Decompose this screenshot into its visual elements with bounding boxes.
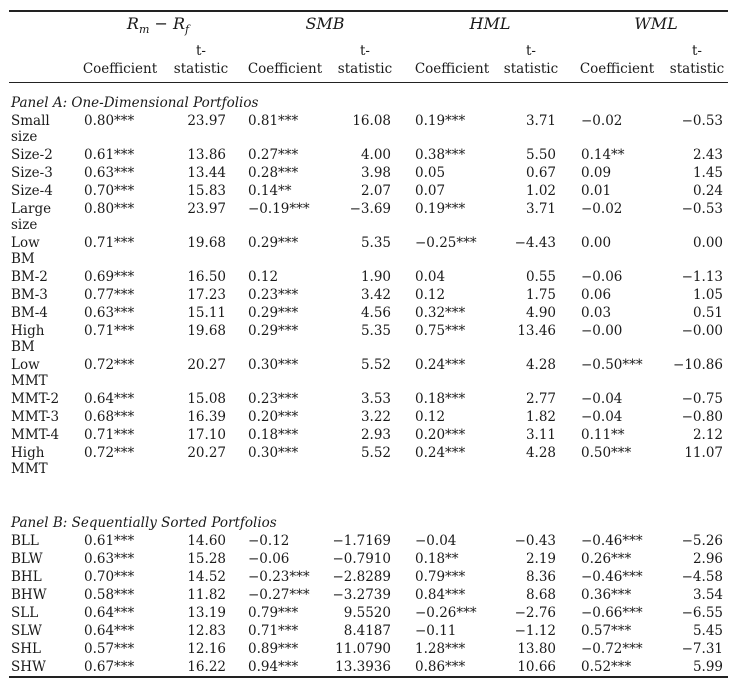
t-statistic-cell: 2.96 [692, 551, 723, 567]
t-statistic-cell: 2.77 [525, 391, 556, 407]
t-statistic-cell: 1.75 [525, 287, 556, 303]
t-statistic-cell: 5.50 [525, 147, 556, 163]
coefficient-cell: 0.81*** [248, 113, 299, 129]
row-label: Size-2 [11, 147, 53, 163]
table-row [0, 569, 736, 585]
coefficient-cell: −0.27*** [248, 587, 310, 603]
t-statistic-cell: 15.11 [187, 305, 226, 321]
coefficient-cell: 0.24*** [415, 445, 466, 461]
coefficient-cell: 0.79*** [415, 569, 466, 585]
t-statistic-cell: 3.54 [692, 587, 723, 603]
coefficient-cell: 0.07 [415, 183, 446, 199]
coefficient-cell: 0.64*** [84, 605, 135, 621]
table-row [0, 165, 736, 181]
header-rm-rf [108, 14, 208, 36]
t-statistic-cell: 4.00 [360, 147, 391, 163]
t-statistic-cell: −1.12 [514, 623, 556, 639]
coefficient-cell: 0.71*** [84, 323, 135, 339]
table-row [0, 357, 736, 389]
t-statistic-cell: 0.51 [692, 305, 723, 321]
t-statistic-cell: 10.66 [517, 659, 556, 675]
coefficient-cell: 0.67*** [84, 659, 135, 675]
t-statistic-cell: −0.80 [681, 409, 723, 425]
row-label: BLW [11, 551, 43, 567]
t-header-line2: statistic [669, 61, 725, 77]
coefficient-cell: 0.06 [581, 287, 612, 303]
t-statistic-cell: −7.31 [681, 641, 723, 657]
coefficient-cell: 0.57*** [581, 623, 632, 639]
coefficient-cell: 0.70*** [84, 569, 135, 585]
t-statistic-cell: 0.67 [525, 165, 556, 181]
t-statistic-cell: −0.53 [681, 113, 723, 129]
coefficient-cell: 0.52*** [581, 659, 632, 675]
coefficient-cell: 0.86*** [415, 659, 466, 675]
coefficient-cell: 0.30*** [248, 445, 299, 461]
coefficient-cell: 0.63*** [84, 165, 135, 181]
t-statistic-cell: 4.28 [525, 357, 556, 373]
coefficient-cell: 0.24*** [415, 357, 466, 373]
t-statistic-cell: 5.35 [360, 235, 391, 251]
coefficient-cell: 0.32*** [415, 305, 466, 321]
coefficient-cell: 0.38*** [415, 147, 466, 163]
t-statistic-cell: −3.2739 [332, 587, 391, 603]
coefficient-cell: 0.23*** [248, 391, 299, 407]
t-statistic-cell: 2.93 [360, 427, 391, 443]
t-statistic-cell: −10.86 [673, 357, 723, 373]
row-label: Size-4 [11, 183, 53, 199]
coefficient-cell: −0.26*** [415, 605, 477, 621]
t-statistic-cell: −0.53 [681, 201, 723, 217]
coef-header: Coefficient [247, 61, 323, 77]
table-row [0, 235, 736, 267]
coefficient-cell: 0.72*** [84, 357, 135, 373]
coefficient-cell: −0.00 [581, 323, 623, 339]
coefficient-cell: −0.19*** [248, 201, 310, 217]
coefficient-cell: 0.03 [581, 305, 612, 321]
t-statistic-cell: −5.26 [681, 533, 723, 549]
row-label: BM-2 [11, 269, 48, 285]
coefficient-cell: 0.94*** [248, 659, 299, 675]
t-statistic-cell: 3.98 [360, 165, 391, 181]
coefficient-cell: 0.12 [248, 269, 279, 285]
t-statistic-cell: 13.44 [187, 165, 226, 181]
coefficient-cell: −0.02 [581, 113, 623, 129]
t-statistic-cell: 5.52 [360, 445, 391, 461]
t-statistic-cell: 0.24 [692, 183, 723, 199]
table-row [0, 113, 736, 145]
coefficient-cell: −0.06 [248, 551, 290, 567]
coefficient-cell: 0.28*** [248, 165, 299, 181]
bottom-rule [9, 676, 728, 678]
t-statistic-cell: 1.45 [692, 165, 723, 181]
t-statistic-cell: 2.43 [692, 147, 723, 163]
t-statistic-cell: 3.11 [525, 427, 556, 443]
top-rule [9, 10, 728, 12]
coefficient-cell: 0.64*** [84, 623, 135, 639]
coefficient-cell: 0.77*** [84, 287, 135, 303]
table-row [0, 287, 736, 303]
coefficient-cell: 0.19*** [415, 201, 466, 217]
t-header-line1: t- [360, 43, 370, 59]
t-statistic-cell: −4.58 [681, 569, 723, 585]
coefficient-cell: 0.12 [415, 409, 446, 425]
table-row [0, 427, 736, 443]
table-row [0, 641, 736, 657]
table-row [0, 445, 736, 477]
t-statistic-cell: 1.90 [360, 269, 391, 285]
coefficient-cell: −0.23*** [248, 569, 310, 585]
header-hml: HML [469, 14, 511, 33]
t-statistic-cell: 5.45 [692, 623, 723, 639]
t-statistic-cell: 3.42 [360, 287, 391, 303]
t-statistic-cell: 4.56 [360, 305, 391, 321]
t-statistic-cell: 20.27 [187, 445, 226, 461]
coefficient-cell: 0.18*** [415, 391, 466, 407]
row-label: BHL [11, 569, 42, 585]
coefficient-cell: 0.18*** [248, 427, 299, 443]
row-label: Large [11, 201, 52, 217]
row-label: High [11, 323, 45, 339]
coefficient-cell: 0.63*** [84, 551, 135, 567]
coefficient-cell: −0.04 [581, 391, 623, 407]
row-label: BM-3 [11, 287, 48, 303]
t-statistic-cell: 16.08 [352, 113, 391, 129]
coefficient-cell: −0.02 [581, 201, 623, 217]
t-statistic-cell: 23.97 [187, 113, 226, 129]
t-statistic-cell: 8.36 [525, 569, 556, 585]
t-statistic-cell: 15.28 [187, 551, 226, 567]
table-row [0, 587, 736, 603]
coefficient-cell: 0.58*** [84, 587, 135, 603]
coefficient-cell: 0.63*** [84, 305, 135, 321]
coefficient-cell: 0.29*** [248, 305, 299, 321]
coefficient-cell: −0.25*** [415, 235, 477, 251]
header-smb: SMB [305, 14, 345, 33]
coefficient-cell: −0.50*** [581, 357, 643, 373]
t-statistic-cell: 2.19 [525, 551, 556, 567]
coefficient-cell: −0.72*** [581, 641, 643, 657]
t-statistic-cell: 3.71 [525, 201, 556, 217]
table-row [0, 201, 736, 233]
coefficient-cell: 0.12 [415, 287, 446, 303]
coefficient-cell: 0.71*** [84, 235, 135, 251]
coef-header: Coefficient [579, 61, 655, 77]
coefficient-cell: 0.19*** [415, 113, 466, 129]
t-statistic-cell: 1.02 [525, 183, 556, 199]
table-row [0, 623, 736, 639]
t-statistic-cell: −1.7169 [332, 533, 391, 549]
t-statistic-cell: −3.69 [349, 201, 391, 217]
t-statistic-cell: 9.5520 [343, 605, 391, 621]
row-label: Small [11, 113, 50, 129]
coefficient-cell: 0.14** [248, 183, 292, 199]
coefficient-cell: −0.66*** [581, 605, 643, 621]
coefficient-cell: 0.71*** [84, 427, 135, 443]
t-statistic-cell: 23.97 [187, 201, 226, 217]
coefficient-cell: 0.20*** [415, 427, 466, 443]
panel-a-title: Panel A: One-Dimensional Portfolios [11, 95, 259, 111]
t-statistic-cell: 15.08 [187, 391, 226, 407]
t-statistic-cell: 16.50 [187, 269, 226, 285]
t-statistic-cell: 4.28 [525, 445, 556, 461]
row-label: Low [11, 235, 40, 251]
t-statistic-cell: −4.43 [514, 235, 556, 251]
panel-b-title: Panel B: Sequentially Sorted Portfolios [11, 515, 277, 531]
coefficient-cell: 0.61*** [84, 533, 135, 549]
t-statistic-cell: 12.83 [187, 623, 226, 639]
row-label: BM [11, 339, 35, 355]
coefficient-cell: 0.05 [415, 165, 446, 181]
row-label: MMT [11, 373, 48, 389]
table-row [0, 605, 736, 621]
rm-rf-label: $R_m - R_f$ [126, 14, 190, 37]
coefficient-cell: 0.27*** [248, 147, 299, 163]
coefficient-cell: 0.14** [581, 147, 625, 163]
t-statistic-cell: 17.10 [187, 427, 226, 443]
coefficient-cell: 0.23*** [248, 287, 299, 303]
coefficient-cell: 0.26*** [581, 551, 632, 567]
coef-header: Coefficient [414, 61, 490, 77]
coefficient-cell: 0.84*** [415, 587, 466, 603]
t-statistic-cell: 3.71 [525, 113, 556, 129]
t-statistic-cell: 11.0790 [335, 641, 391, 657]
coefficient-cell: 0.71*** [248, 623, 299, 639]
t-header-line1: t- [692, 43, 702, 59]
t-statistic-cell: 5.35 [360, 323, 391, 339]
row-label: SLL [11, 605, 39, 621]
row-label: MMT-2 [11, 391, 60, 407]
t-header-line1: t- [526, 43, 536, 59]
t-statistic-cell: 2.07 [360, 183, 391, 199]
row-label: BM [11, 251, 35, 267]
t-statistic-cell: 11.07 [684, 445, 723, 461]
t-header-line2: statistic [337, 61, 393, 77]
t-statistic-cell: −0.00 [681, 323, 723, 339]
t-statistic-cell: 3.53 [360, 391, 391, 407]
t-statistic-cell: −0.7910 [332, 551, 391, 567]
coef-header: Coefficient [82, 61, 158, 77]
table-row [0, 269, 736, 285]
coefficient-cell: 0.79*** [248, 605, 299, 621]
table-row [0, 183, 736, 199]
t-statistic-cell: 1.05 [692, 287, 723, 303]
table-row [0, 409, 736, 425]
coefficient-cell: −0.06 [581, 269, 623, 285]
row-label: MMT-3 [11, 409, 60, 425]
t-statistic-cell: 13.86 [187, 147, 226, 163]
row-label: size [11, 129, 38, 145]
t-header-line2: statistic [173, 61, 229, 77]
t-statistic-cell: 16.39 [187, 409, 226, 425]
table-row [0, 305, 736, 321]
coefficient-cell: −0.12 [248, 533, 290, 549]
row-label: Size-3 [11, 165, 53, 181]
row-label: SLW [11, 623, 42, 639]
coefficient-cell: 0.09 [581, 165, 612, 181]
row-label: BLL [11, 533, 39, 549]
coefficient-cell: 1.28*** [415, 641, 466, 657]
t-statistic-cell: 13.80 [517, 641, 556, 657]
t-statistic-cell: −2.8289 [332, 569, 391, 585]
t-statistic-cell: 3.22 [360, 409, 391, 425]
coefficient-cell: 0.80*** [84, 113, 135, 129]
header-rule [9, 82, 728, 83]
coefficient-cell: 0.61*** [84, 147, 135, 163]
t-statistic-cell: 0.55 [525, 269, 556, 285]
t-statistic-cell: 11.82 [187, 587, 226, 603]
t-statistic-cell: 2.12 [692, 427, 723, 443]
t-header-line2: statistic [503, 61, 559, 77]
coefficient-cell: 0.29*** [248, 323, 299, 339]
t-statistic-cell: −0.75 [681, 391, 723, 407]
t-statistic-cell: 14.52 [187, 569, 226, 585]
coefficient-cell: 0.01 [581, 183, 612, 199]
table-row [0, 323, 736, 355]
table-row [0, 551, 736, 567]
row-label: BHW [11, 587, 47, 603]
table-row [0, 147, 736, 163]
row-label: Low [11, 357, 40, 373]
t-statistic-cell: 19.68 [187, 323, 226, 339]
header-wml: WML [634, 14, 678, 33]
t-statistic-cell: 0.00 [692, 235, 723, 251]
t-statistic-cell: 13.46 [517, 323, 556, 339]
coefficient-cell: −0.11 [415, 623, 457, 639]
coefficient-cell: 0.72*** [84, 445, 135, 461]
row-label: SHL [11, 641, 41, 657]
t-statistic-cell: 19.68 [187, 235, 226, 251]
t-statistic-cell: 12.16 [187, 641, 226, 657]
t-statistic-cell: 5.99 [692, 659, 723, 675]
row-label: BM-4 [11, 305, 48, 321]
coefficient-cell: 0.04 [415, 269, 446, 285]
t-statistic-cell: 1.82 [525, 409, 556, 425]
t-statistic-cell: 17.23 [187, 287, 226, 303]
coefficient-cell: 0.29*** [248, 235, 299, 251]
t-statistic-cell: −2.76 [514, 605, 556, 621]
row-label: SHW [11, 659, 46, 675]
coefficient-cell: 0.70*** [84, 183, 135, 199]
t-statistic-cell: 8.4187 [343, 623, 391, 639]
table-row [0, 533, 736, 549]
coefficient-cell: 0.68*** [84, 409, 135, 425]
t-statistic-cell: 20.27 [187, 357, 226, 373]
coefficient-cell: 0.00 [581, 235, 612, 251]
coefficient-cell: 0.57*** [84, 641, 135, 657]
t-statistic-cell: 5.52 [360, 357, 391, 373]
row-label: MMT-4 [11, 427, 60, 443]
t-statistic-cell: −6.55 [681, 605, 723, 621]
t-statistic-cell: 4.90 [525, 305, 556, 321]
coefficient-cell: 0.89*** [248, 641, 299, 657]
coefficient-cell: −0.46*** [581, 569, 643, 585]
row-label: size [11, 217, 38, 233]
coefficient-cell: −0.04 [581, 409, 623, 425]
coefficient-cell: 0.36*** [581, 587, 632, 603]
coefficient-cell: 0.50*** [581, 445, 632, 461]
t-statistic-cell: −1.13 [681, 269, 723, 285]
coefficient-cell: 0.64*** [84, 391, 135, 407]
row-label: High [11, 445, 45, 461]
t-statistic-cell: 15.83 [187, 183, 226, 199]
table-row [0, 659, 736, 675]
row-label: MMT [11, 461, 48, 477]
coefficient-cell: 0.75*** [415, 323, 466, 339]
t-header-line1: t- [196, 43, 206, 59]
t-statistic-cell: 16.22 [187, 659, 226, 675]
coefficient-cell: 0.11** [581, 427, 625, 443]
t-statistic-cell: 8.68 [525, 587, 556, 603]
t-statistic-cell: 13.3936 [335, 659, 391, 675]
coefficient-cell: −0.46*** [581, 533, 643, 549]
coefficient-cell: 0.69*** [84, 269, 135, 285]
t-statistic-cell: −0.43 [514, 533, 556, 549]
coefficient-cell: −0.04 [415, 533, 457, 549]
t-statistic-cell: 13.19 [187, 605, 226, 621]
coefficient-cell: 0.20*** [248, 409, 299, 425]
table-row [0, 391, 736, 407]
coefficient-cell: 0.30*** [248, 357, 299, 373]
t-statistic-cell: 14.60 [187, 533, 226, 549]
coefficient-cell: 0.80*** [84, 201, 135, 217]
coefficient-cell: 0.18** [415, 551, 459, 567]
